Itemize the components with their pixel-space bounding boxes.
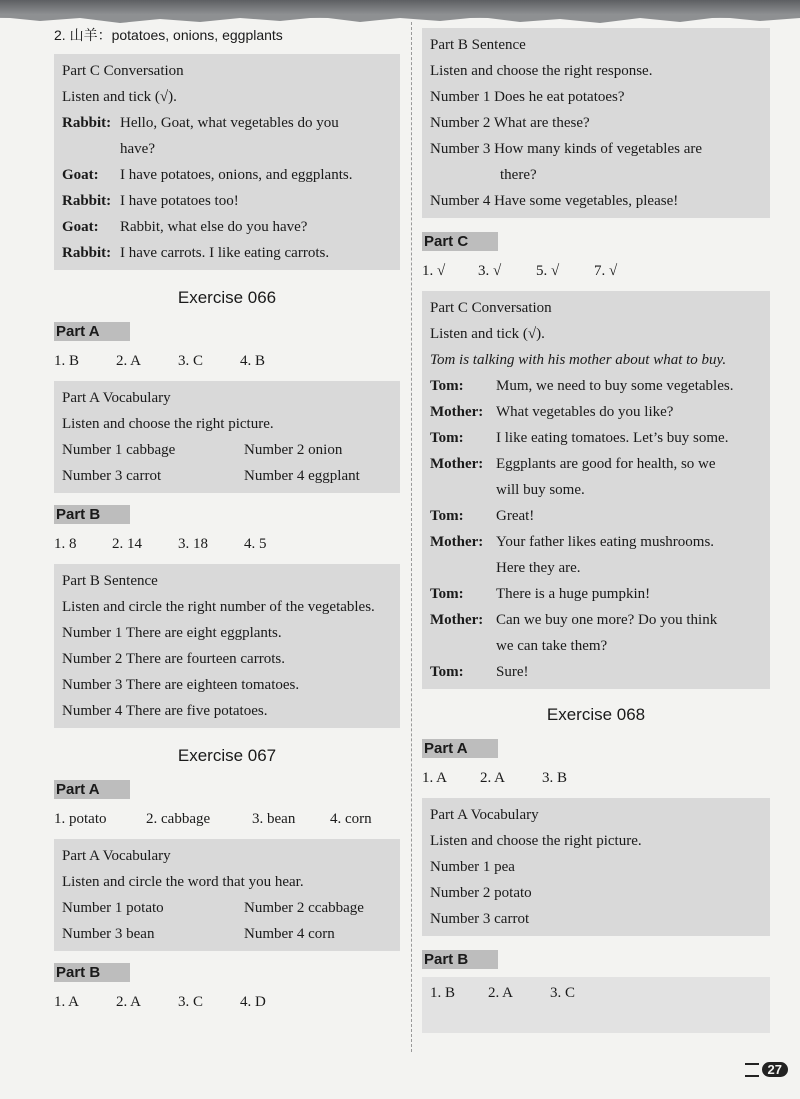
sentence-line: Number 2 What are these? [430, 115, 590, 131]
box-instruction: Listen and choose the right picture. [62, 416, 274, 432]
vocab-row: Number 1 cabbage Number 2 onion [62, 442, 343, 458]
dialog-text: have? [120, 141, 155, 157]
box-title: Part A Vocabulary [62, 848, 171, 864]
sentence-line: Number 1 There are eight eggplants. [62, 625, 282, 641]
box-instruction: Listen and tick (√). [430, 326, 545, 342]
dialog-line: we can take them? [496, 638, 608, 654]
sentence-line: Number 4 There are five potatoes. [62, 703, 268, 719]
dialog-text: I have potatoes, onions, and eggplants. [120, 167, 353, 183]
vocab-row: Number 3 carrot Number 4 eggplant [62, 468, 360, 484]
dialog-line: will buy some. [496, 482, 585, 498]
dialog-line: Tom: Sure! [430, 664, 529, 680]
right-column [422, 28, 770, 1033]
dialog-line: Tom: Great! [430, 508, 535, 524]
vocabulary-box [422, 798, 770, 936]
page-number-ornament-icon [745, 1063, 759, 1077]
column-divider [411, 22, 412, 1052]
sentence-line: Number 3 There are eighteen tomatoes. [62, 677, 300, 693]
box-instruction: Listen and choose the right picture. [430, 833, 642, 849]
dialog-line: Tom: I like eating tomatoes. Let’s buy some. [430, 430, 729, 446]
answer-row: 1. A 2. A 3. B [422, 770, 568, 786]
dialog-line: Mother: What vegetables do you like? [430, 404, 674, 420]
box-instruction: Listen and choose the right response. [430, 63, 653, 79]
vocab-line: Number 2 potato [430, 885, 532, 901]
conversation-box [54, 54, 400, 270]
box-instruction: Listen and circle the right number of the vegetables. [62, 599, 375, 615]
conversation-box [422, 291, 770, 689]
vocabulary-box [54, 839, 400, 951]
part-label: Part B [54, 963, 130, 982]
dialog-line [62, 214, 392, 240]
dialog-text: Rabbit, what else do you have? [120, 219, 308, 235]
dialog-line: Mother: Your father likes eating mushrooms. [430, 534, 715, 550]
sentence-box [54, 564, 400, 728]
dialog-line: Tom: There is a huge pumpkin! [430, 586, 651, 602]
answer-box [422, 977, 770, 1033]
box-instruction: Listen and circle the word that you hear. [62, 874, 304, 890]
vocab-line: Number 1 pea [430, 859, 515, 875]
part-label: Part A [54, 322, 130, 341]
speaker: Goat: [62, 219, 99, 235]
dialog-line: Here they are. [496, 560, 581, 576]
vocab-line: Number 3 carrot [430, 911, 530, 927]
sentence-line: Number 3 How many kinds of vegetables are [430, 141, 703, 157]
part-label: Part A [54, 780, 130, 799]
box-title: Part A Vocabulary [62, 390, 171, 406]
dialog-line: Mother: Eggplants are good for health, so we [430, 456, 716, 472]
box-title: Part C Conversation [62, 63, 184, 79]
speaker: Rabbit: [62, 193, 112, 209]
dialog-line [62, 110, 392, 136]
sentence-box [422, 28, 770, 218]
speaker: Goat: [62, 167, 99, 183]
box-title: Part C Conversation [430, 300, 552, 316]
speaker: Rabbit: [62, 115, 112, 131]
dialog-line [62, 136, 392, 162]
answer-row: 1. 8 2. 14 3. 18 4. 5 [54, 536, 267, 552]
dialog-line [62, 188, 392, 214]
sentence-line: Number 4 Have some vegetables, please! [430, 193, 679, 209]
dialog-line [62, 162, 392, 188]
dialog-line: Mother: Can we buy one more? Do you think [430, 612, 718, 628]
answer-row: 1. B 2. A 3. C [430, 985, 576, 1001]
left-column [54, 22, 400, 1014]
dialog-line [62, 240, 392, 266]
speaker: Rabbit: [62, 245, 112, 261]
box-title: Part B Sentence [430, 37, 526, 53]
part-label: Part B [422, 950, 498, 969]
part-label: Part A [422, 739, 498, 758]
answer-row: 1. potato 2. cabbage 3. bean 4. corn [54, 811, 372, 827]
sentence-line: Number 1 Does he eat potatoes? [430, 89, 625, 105]
dialog-text: I have carrots. I like eating carrots. [120, 245, 330, 261]
part-label: Part C [422, 232, 498, 251]
sentence-line: there? [500, 167, 537, 183]
exercise-title: Exercise 068 [546, 705, 646, 724]
vocab-row: Number 1 potato Number 2 ccabbage [62, 900, 364, 916]
page-number [745, 1062, 788, 1077]
part-label: Part B [54, 505, 130, 524]
box-instruction: Listen and tick (√). [62, 89, 177, 105]
sentence-line: Number 2 There are fourteen carrots. [62, 651, 285, 667]
dialog-line: Tom: Mum, we need to buy some vegetables. [430, 378, 734, 394]
box-title: Part B Sentence [62, 573, 158, 589]
answer-row: 1. √ 3. √ 5. √ 7. √ [422, 263, 618, 279]
vocabulary-box [54, 381, 400, 493]
box-intro: Tom is talking with his mother about what to buy. [430, 352, 727, 368]
page-number-badge: 27 [762, 1062, 788, 1077]
dialog-text: Hello, Goat, what vegetables do you [120, 115, 339, 131]
answer-row: 1. A 2. A 3. C 4. D [54, 994, 266, 1010]
answer-line-goat: 2. 山羊：potatoes, onions, eggplants [54, 27, 283, 43]
box-title: Part A Vocabulary [430, 807, 539, 823]
dialog-text: I have potatoes too! [120, 193, 239, 209]
answer-row: 1. B 2. A 3. C 4. B [54, 353, 266, 369]
vocab-row: Number 3 bean Number 4 corn [62, 926, 335, 942]
exercise-title: Exercise 067 [177, 746, 277, 765]
exercise-title: Exercise 066 [177, 288, 277, 307]
